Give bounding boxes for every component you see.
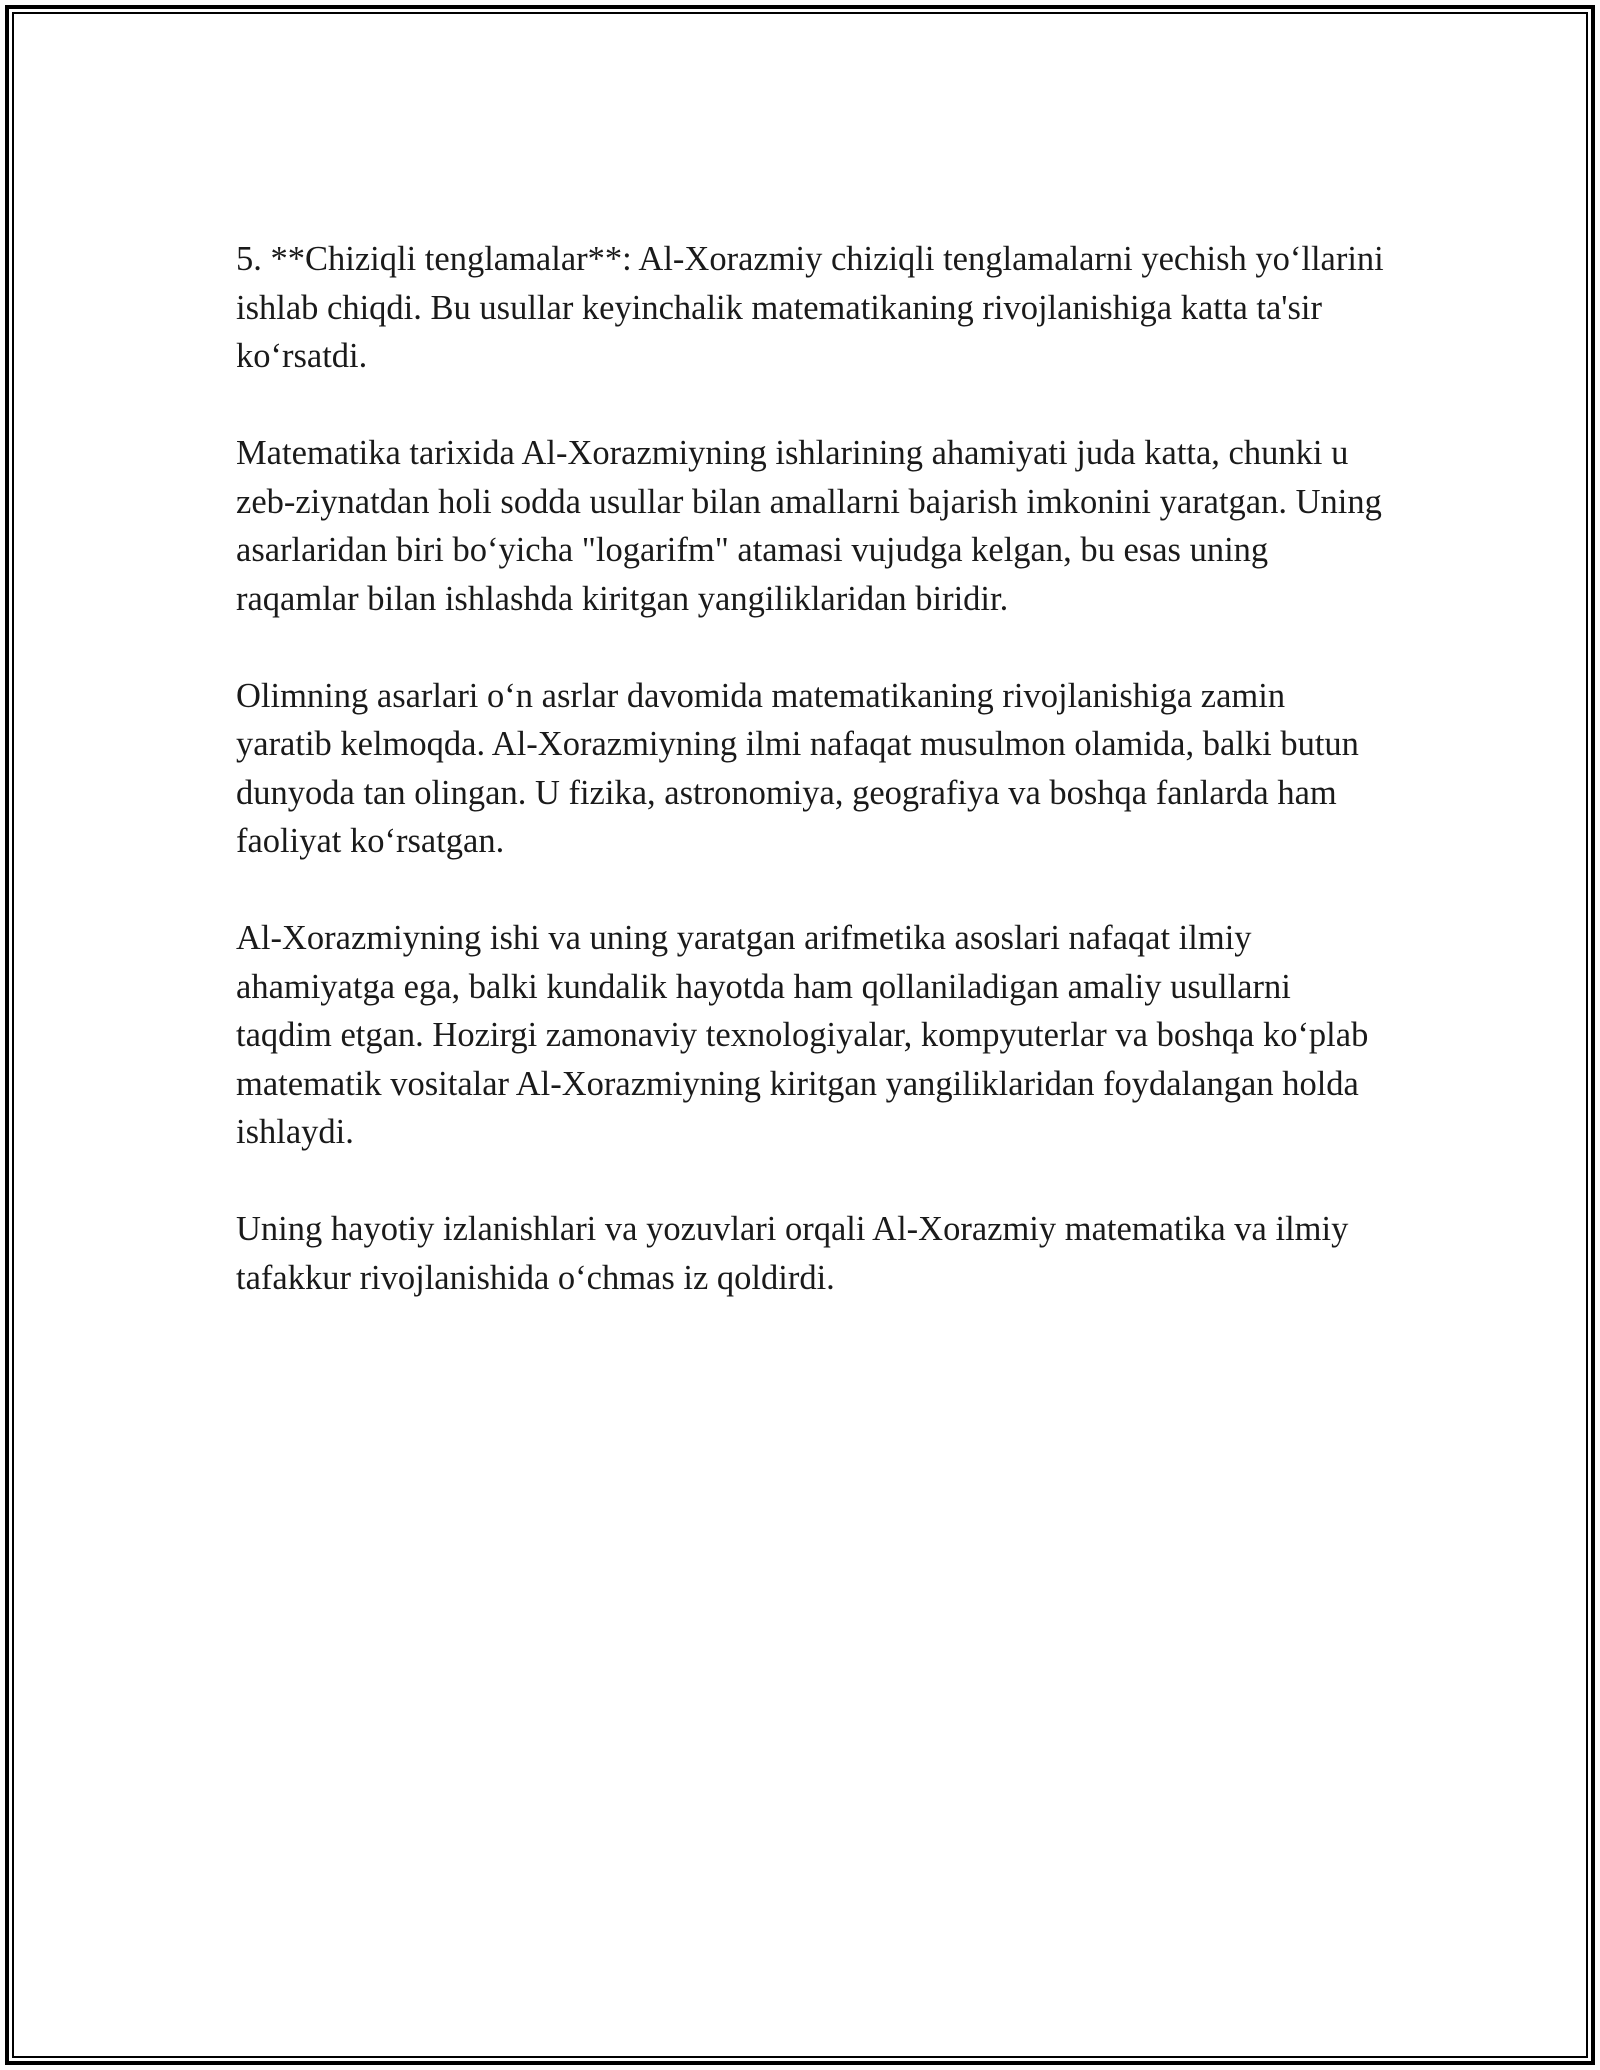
paragraph-scholar-works: Olimning asarlari o‘n asrlar davomida matematikaning rivojlanishiga zamin yaratib kelmoqda. Al-Xorazmiyning ilmi nafaqat musulmon olamida, balki butun dunyoda tan olingan. U fizika, astronomiya, geografiya va boshqa fanlarda ham faoliyat ko‘rsatgan. [236, 676, 1359, 860]
paragraph-arithmetic-foundations: Al-Xorazmiyning ishi va uning yaratgan arifmetika asoslari nafaqat ilmiy ahamiyatga ega, balki kundalik hayotda ham qollaniladigan amaliy usullarni taqdim etgan. Hozirgi zamonaviy texnologiyalar, kompyuterlar va boshqa ko‘plab matematik vositalar Al-Xorazmiyning kiritgan yangiliklaridan foydalangan holda ishlaydi. [236, 919, 1369, 1151]
paragraph-linear-equations: 5. **Chiziqli tenglamalar**: Al-Xorazmiy chiziqli tenglamalarni yechish yo‘llarini ishlab chiqdi. Bu usullar keyinchalik matematikaning rivojlanishiga katta ta'sir ko‘rsatdi. [236, 240, 1384, 375]
paragraph-legacy: Uning hayotiy izlanishlari va yozuvlari orqali Al-Xorazmiy matematika va ilmiy tafakkur rivojlanishida o‘chmas iz qoldirdi. [236, 1210, 1349, 1297]
document-body [236, 235, 1386, 1302]
paragraph-history-significance: Matematika tarixida Al-Xorazmiyning ishlarining ahamiyati juda katta, chunki u zeb-ziynatdan holi sodda usullar bilan amallarni bajarish imkonini yaratgan. Uning asarlaridan biri bo‘yicha "logarifm" atamasi vujudga kelgan, bu esas uning raqamlar bilan ishlashda kiritgan yangiliklaridan biridir. [236, 434, 1382, 618]
